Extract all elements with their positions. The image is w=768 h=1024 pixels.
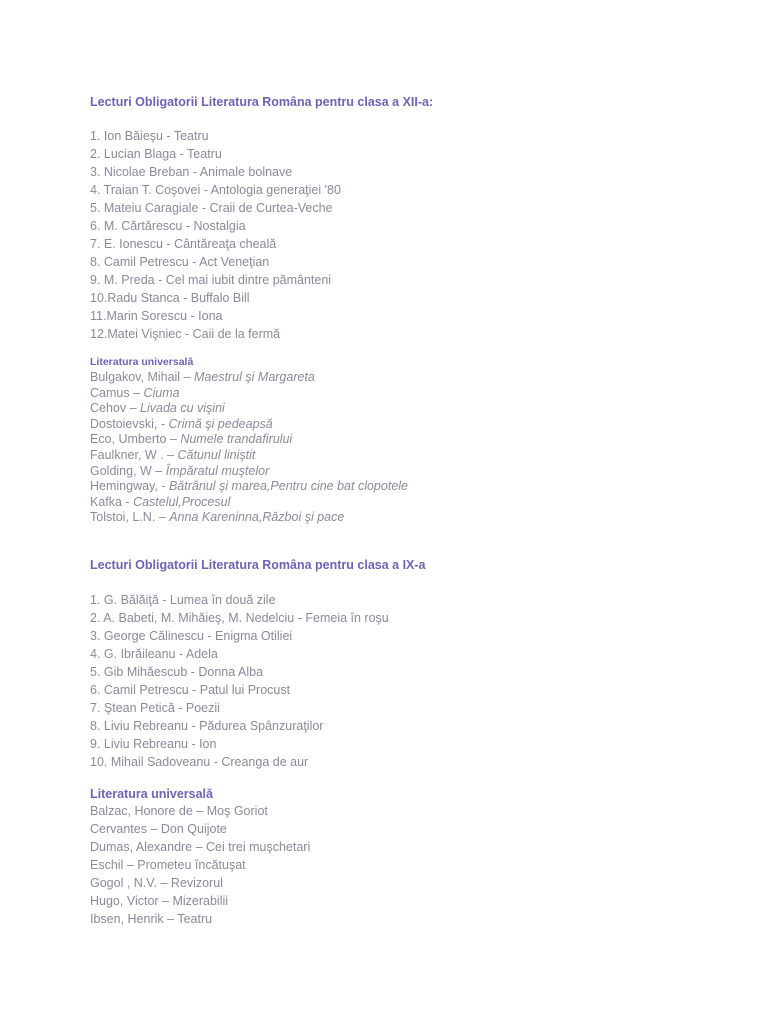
list-item bbox=[90, 479, 408, 495]
list-item: 4. Traian T. Coşovei - Antologia generaţiei '80 bbox=[90, 183, 341, 197]
list-item bbox=[90, 432, 408, 448]
author: Camus – bbox=[90, 385, 144, 400]
list-item: 1. Ion Băieşu - Teatru bbox=[90, 129, 209, 143]
list-item: 9. Liviu Rebreanu - Ion bbox=[90, 737, 217, 751]
author: Tolstoi, L.N. – bbox=[90, 510, 170, 525]
list-item bbox=[90, 401, 408, 417]
list-item: 9. M. Preda - Cel mai iubit dintre pământeni bbox=[90, 273, 332, 287]
book-title: Castelul,Procesul bbox=[133, 494, 231, 509]
list-item: 10. Mihail Sadoveanu - Creanga de aur bbox=[90, 755, 309, 769]
list-item: Cervantes – Don Quijote bbox=[90, 822, 227, 836]
section-ix-heading: Lecturi Obligatorii Literatura Româna pentru clasa a IX-a bbox=[90, 558, 426, 572]
author: Faulkner, W . – bbox=[90, 447, 178, 462]
section-xii-universal-list bbox=[90, 370, 408, 526]
author: Eco, Umberto – bbox=[90, 432, 181, 447]
author: Golding, W – bbox=[90, 463, 166, 478]
list-item: 6. Camil Petrescu - Patul lui Procust bbox=[90, 683, 291, 697]
list-item bbox=[90, 386, 408, 402]
list-item: Ibsen, Henrik – Teatru bbox=[90, 912, 213, 926]
section-xii-universal-heading: Literatura universală bbox=[90, 356, 194, 368]
list-item bbox=[90, 510, 408, 526]
list-item: Hugo, Victor – Mizerabilii bbox=[90, 894, 229, 908]
book-title: Bătrânul şi marea,Pentru cine bat clopotele bbox=[168, 479, 408, 494]
list-item bbox=[90, 495, 408, 511]
list-item: Dumas, Alexandre – Cei trei muşchetari bbox=[90, 840, 311, 854]
list-item: 8. Camil Petrescu - Act Veneţian bbox=[90, 255, 270, 269]
author: Bulgakov, Mihail – bbox=[90, 370, 194, 384]
book-title: Cătunul liniştit bbox=[177, 447, 256, 462]
list-item: 2. Lucian Blaga - Teatru bbox=[90, 147, 222, 161]
book-title: Crimă şi pedeapsă bbox=[168, 416, 273, 431]
section-xii-heading: Lecturi Obligatorii Literatura Româna pentru clasa a XII-a: bbox=[90, 95, 434, 109]
section-ix-universal-heading: Literatura universală bbox=[90, 787, 213, 801]
list-item: 1. G. Bălăiţă - Lumea în două zile bbox=[90, 593, 276, 607]
list-item: 7. Ştean Petică - Poezii bbox=[90, 701, 220, 715]
list-item: 4. G. Ibrăileanu - Adela bbox=[90, 647, 218, 661]
list-item bbox=[90, 370, 408, 386]
list-item: 12.Matei Vişniec - Caii de la fermă bbox=[90, 327, 281, 341]
list-item: 3. Nicolae Breban - Animale bolnave bbox=[90, 165, 293, 179]
list-item: 7. E. Ionescu - Cântăreaţa cheală bbox=[90, 237, 277, 251]
list-item: Eschil – Prometeu încătuşat bbox=[90, 858, 246, 872]
book-title: Livada cu vişini bbox=[140, 401, 225, 416]
list-item: 5. Gib Mihăescub - Donna Alba bbox=[90, 665, 264, 679]
author: Dostoievski, - bbox=[90, 416, 169, 431]
list-item: 10.Radu Stanca - Buffalo Bill bbox=[90, 291, 250, 305]
section-ix-universal-list bbox=[90, 802, 310, 928]
list-item: 2. A. Babeti, M. Mihăieş, M. Nedelciu - Femeia în roşu bbox=[90, 611, 389, 625]
book-title: Ciuma bbox=[143, 385, 180, 400]
list-item: Balzac, Honore de – Moş Goriot bbox=[90, 804, 268, 818]
list-item: 11.Marin Sorescu - Iona bbox=[90, 309, 223, 323]
list-item: 8. Liviu Rebreanu - Pădurea Spânzuraţilor bbox=[90, 719, 324, 733]
list-item bbox=[90, 417, 408, 433]
list-item: 6. M. Cărtărescu - Nostalgia bbox=[90, 219, 246, 233]
list-item: 3. George Călinescu - Enigma Otiliei bbox=[90, 629, 293, 643]
list-item bbox=[90, 464, 408, 480]
author: Cehov – bbox=[90, 401, 141, 416]
list-item bbox=[90, 448, 408, 464]
section-xii-list bbox=[90, 127, 341, 343]
author: Kafka - bbox=[90, 494, 134, 509]
list-item: Gogol , N.V. – Revizorul bbox=[90, 876, 223, 890]
list-item: 5. Mateiu Caragiale - Craii de Curtea-Veche bbox=[90, 201, 333, 215]
author: Hemingway, - bbox=[90, 479, 169, 494]
book-title: Maestrul şi Margareta bbox=[194, 370, 315, 384]
book-title: Numele trandafirului bbox=[180, 432, 293, 447]
section-ix-list bbox=[90, 591, 389, 771]
book-title: Anna Kareninna,Război şi pace bbox=[169, 510, 345, 525]
book-title: Împăratul muştelor bbox=[165, 463, 270, 478]
